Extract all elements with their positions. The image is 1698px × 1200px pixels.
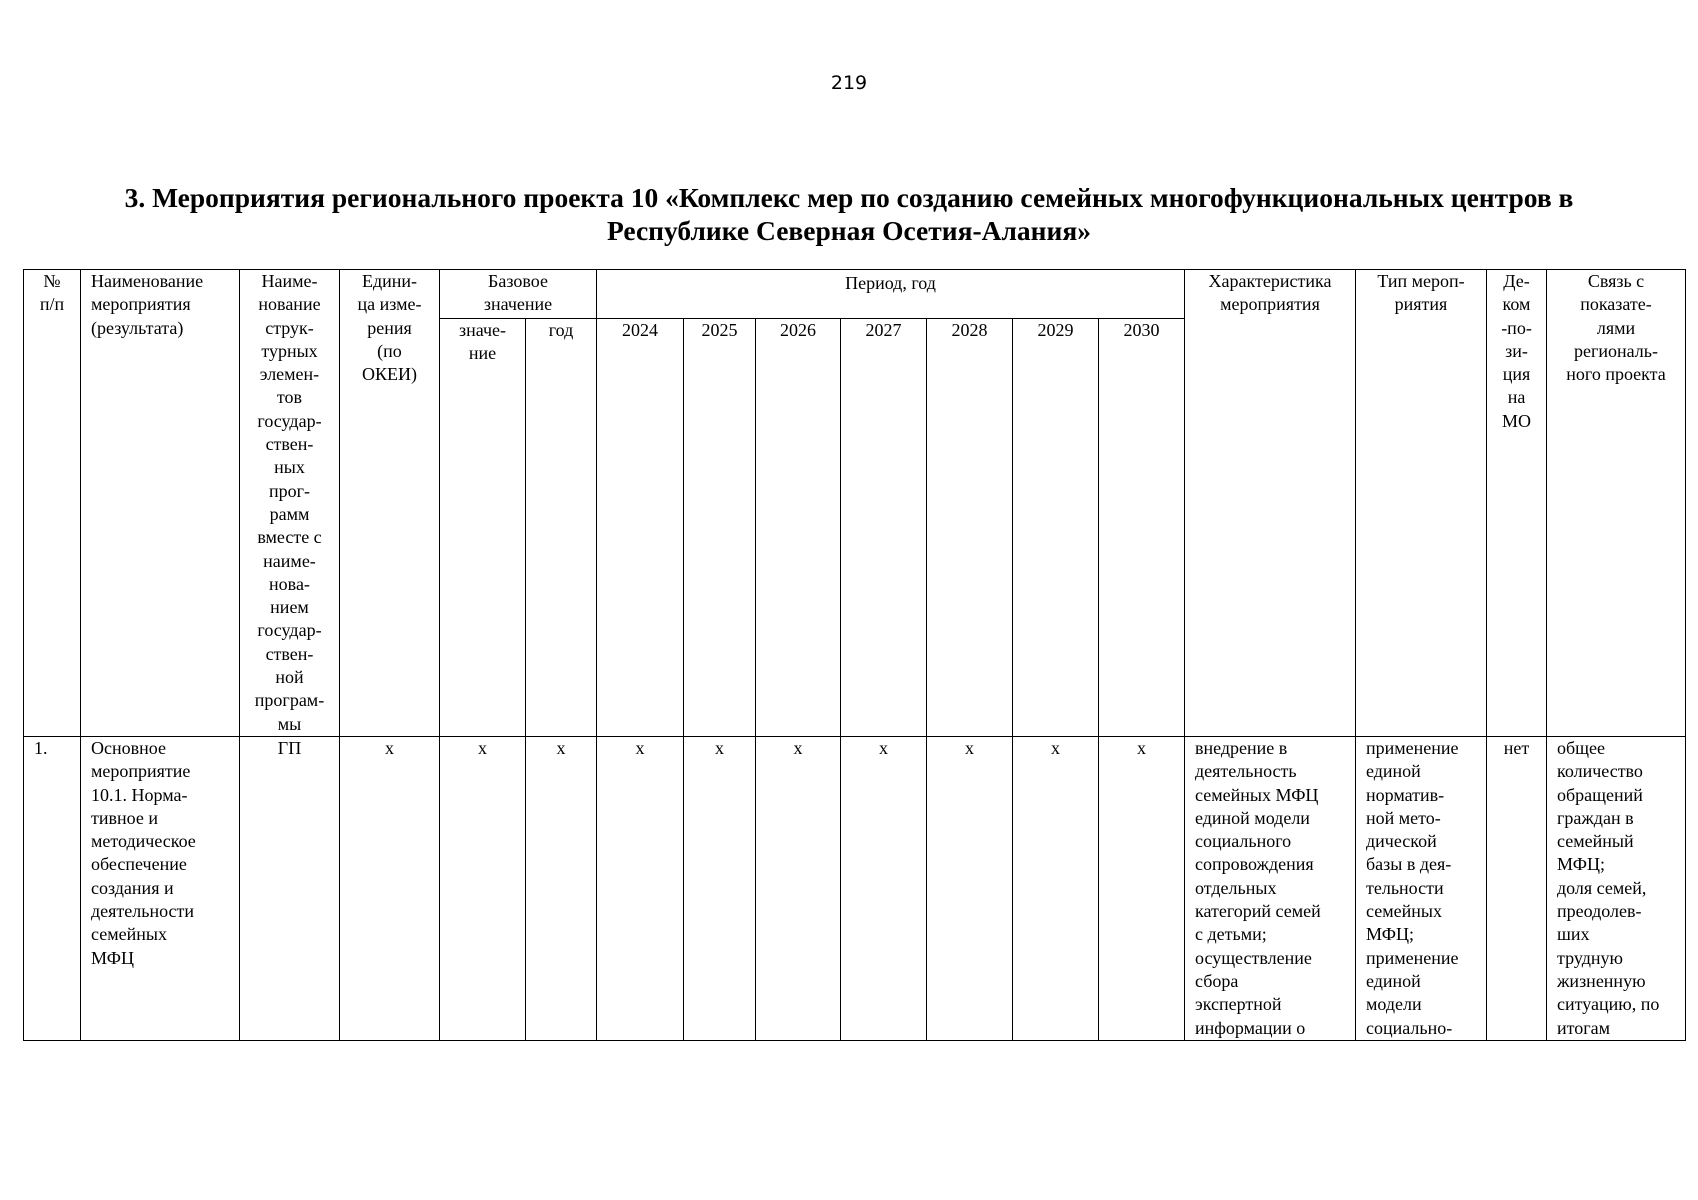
cell-year-2025: х — [684, 736, 756, 1040]
header-characteristic: Характеристика мероприятия — [1185, 270, 1356, 737]
activities-table — [23, 269, 1686, 1041]
page-number: 219 — [830, 72, 868, 94]
title-line-2: Республике Северная Осетия-Алания» — [607, 215, 1091, 246]
cell-activity-type: применение единой норматив- ной мето- дической базы в дея- тельности семейных МФЦ; применение единой модели социально- — [1356, 736, 1487, 1040]
header-decomposition: Де- ком -по- зи- ция на МО — [1487, 270, 1547, 737]
cell-characteristic: внедрение в деятельность семейных МФЦ единой модели социального сопровождения отдельных категорий семей с детьми; осуществление сбора экспертной информации о — [1185, 736, 1356, 1040]
header-structural-elements: Наиме- нование струк- турных элемен- тов государ- ствен- ных прог- рамм вместе с наиме- нова- нием государ- ствен- ной програм- мы — [240, 270, 340, 737]
header-year-2026: 2026 — [756, 319, 841, 737]
header-activity-type: Тип мероп- риятия — [1356, 270, 1487, 737]
header-number: № п/п — [24, 270, 81, 737]
title-line-1: 3. Мероприятия регионального проекта 10 «Комплекс мер по созданию семейных многофункциональных центров в — [124, 182, 1574, 213]
cell-base-value: х — [440, 736, 526, 1040]
header-link-indicators: Связь с показате- лями региональ- ного проекта — [1547, 270, 1686, 737]
header-row-1 — [24, 270, 1686, 319]
cell-year-2024: х — [597, 736, 684, 1040]
header-activity-name: Наименование мероприятия (результата) — [81, 270, 240, 737]
document-title — [60, 181, 1638, 247]
header-unit: Едини- ца изме- рения (по ОКЕИ) — [340, 270, 440, 737]
cell-year-2027: х — [841, 736, 927, 1040]
table-row — [24, 736, 1686, 1040]
header-year-2025: 2025 — [684, 319, 756, 737]
header-period: Период, год — [597, 270, 1185, 319]
cell-number: 1. — [24, 736, 81, 1040]
cell-unit: х — [340, 736, 440, 1040]
header-year-2028: 2028 — [927, 319, 1013, 737]
cell-activity-name: Основное мероприятие 10.1. Норма- тивное и методическое обеспечение создания и деятельности семейных МФЦ — [81, 736, 240, 1040]
cell-year-2030: х — [1099, 736, 1185, 1040]
header-year-2030: 2030 — [1099, 319, 1185, 737]
cell-year-2026: х — [756, 736, 841, 1040]
cell-base-year: х — [526, 736, 597, 1040]
header-year-2027: 2027 — [841, 319, 927, 737]
cell-decomposition: нет — [1487, 736, 1547, 1040]
header-base-value-value: значе- ние — [440, 319, 526, 737]
header-year-2024: 2024 — [597, 319, 684, 737]
header-year-2029: 2029 — [1013, 319, 1099, 737]
cell-year-2029: х — [1013, 736, 1099, 1040]
header-base-value-year: год — [526, 319, 597, 737]
cell-link-indicators: общее количество обращений граждан в семейный МФЦ; доля семей, преодолев- ших трудную жизненную ситуацию, по итогам — [1547, 736, 1686, 1040]
header-base-value: Базовое значение — [440, 270, 597, 319]
cell-year-2028: х — [927, 736, 1013, 1040]
cell-structural-element: ГП — [240, 736, 340, 1040]
